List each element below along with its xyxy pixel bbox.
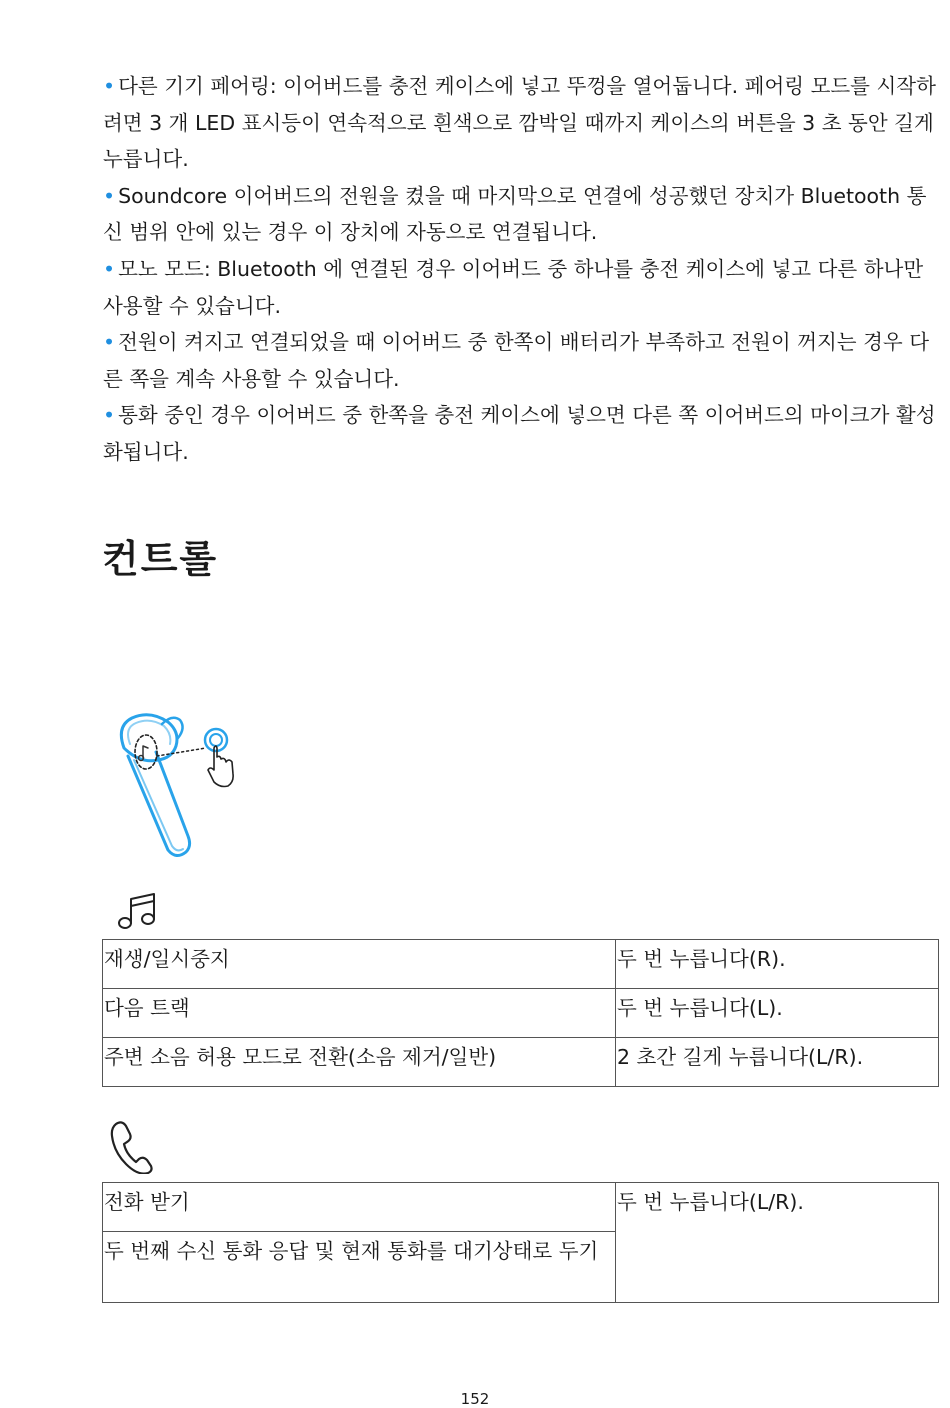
gesture-cell: 2 초간 길게 누릅니다(L/R). bbox=[616, 1038, 939, 1087]
table-row bbox=[103, 1183, 939, 1232]
bullet-text: Soundcore 이어버드의 전원을 켰을 때 마지막으로 연결에 성공했던 장치가 Bluetooth 통신 범위 안에 있는 경우 이 장치에 자동으로 연결됩니다. bbox=[103, 183, 927, 245]
earbud-touch-icon bbox=[110, 708, 245, 863]
bullet-item bbox=[103, 178, 939, 251]
bullet-text: 다른 기기 페어링: 이어버드를 충전 케이스에 넣고 뚜껑을 열어둡니다. 페어링 모드를 시작하려면 3 개 LED 표시등이 연속적으로 흰색으로 깜박일 때까지 케이스의 버튼을 3 초 동안 길게 누릅니다. bbox=[103, 74, 936, 172]
table-row bbox=[103, 940, 939, 989]
bullet-text: 전원이 켜지고 연결되었을 때 이어버드 중 한쪽이 배터리가 부족하고 전원이 꺼지는 경우 다른 쪽을 계속 사용할 수 있습니다. bbox=[103, 330, 929, 391]
music-controls-table bbox=[102, 939, 939, 1087]
bullet-dot: • bbox=[103, 403, 116, 428]
table-row bbox=[103, 989, 939, 1038]
page-number: 152 bbox=[460, 1390, 490, 1408]
action-cell: 주변 소음 허용 모드로 전환(소음 제거/일반) bbox=[103, 1038, 616, 1087]
bullet-dot: • bbox=[103, 183, 116, 208]
action-cell: 두 번째 수신 통화 응답 및 현재 통화를 대기상태로 두기 bbox=[103, 1232, 616, 1303]
bullet-text: 통화 중인 경우 이어버드 중 한쪽을 충전 케이스에 넣으면 다른 쪽 이어버드의 마이크가 활성화됩니다. bbox=[103, 403, 936, 464]
action-cell: 전화 받기 bbox=[103, 1183, 616, 1232]
bullet-item bbox=[103, 68, 939, 178]
gesture-cell: 두 번 누릅니다(L). bbox=[616, 989, 939, 1038]
gesture-cell: 두 번 누릅니다(L/R). bbox=[616, 1183, 939, 1303]
music-note-icon bbox=[115, 889, 161, 933]
call-controls-table bbox=[102, 1182, 939, 1303]
bullet-text: 모노 모드: Bluetooth 에 연결된 경우 이어버드 중 하나를 충전 케이스에 넣고 다른 하나만 사용할 수 있습니다. bbox=[103, 256, 924, 318]
bullet-dot: • bbox=[103, 330, 116, 355]
bullet-list bbox=[103, 68, 939, 471]
table-row bbox=[103, 1038, 939, 1087]
bullet-item bbox=[103, 397, 939, 470]
bullet-item bbox=[103, 324, 939, 397]
gesture-cell: 두 번 누릅니다(R). bbox=[616, 940, 939, 989]
action-cell: 다음 트랙 bbox=[103, 989, 616, 1038]
phone-icon bbox=[108, 1118, 154, 1174]
action-cell: 재생/일시중지 bbox=[103, 940, 616, 989]
bullet-dot: • bbox=[103, 256, 116, 281]
bullet-item bbox=[103, 251, 939, 324]
bullet-dot: • bbox=[103, 74, 116, 98]
section-title: 컨트롤 bbox=[102, 537, 219, 581]
